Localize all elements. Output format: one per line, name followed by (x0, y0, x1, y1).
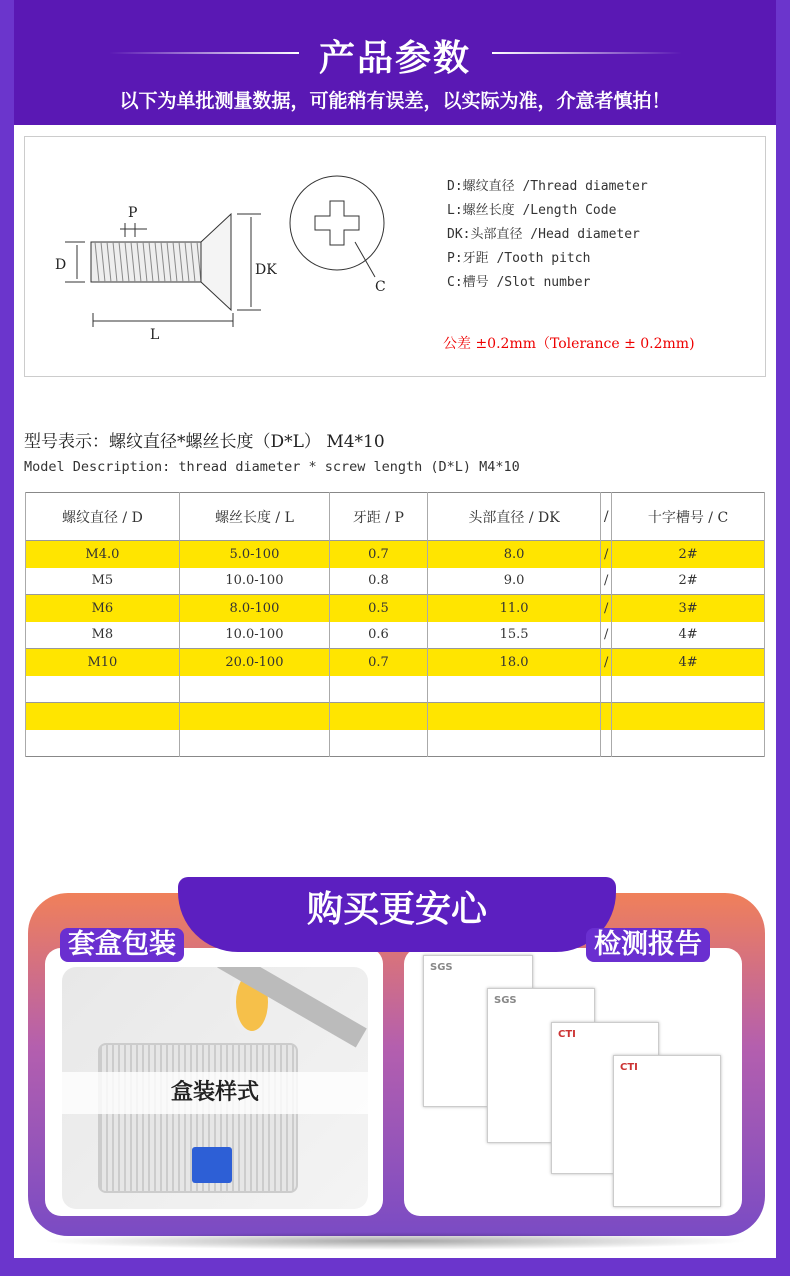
table-cell (330, 730, 428, 757)
table-cell (330, 703, 428, 730)
table-row (26, 622, 765, 649)
spec-table (25, 492, 765, 757)
table-cell (26, 703, 180, 730)
packaging-label: 套盒包装 (60, 928, 184, 962)
table-cell (612, 676, 765, 703)
table-cell: 10.0-100 (179, 568, 329, 595)
table-cell: 0.7 (330, 541, 428, 568)
legend-item: P:牙距 /Tooth pitch (447, 251, 591, 266)
table-cell (601, 703, 612, 730)
table-cell: M5 (26, 568, 180, 595)
table-cell: 4# (612, 649, 765, 676)
column-header: 螺丝长度 / L (179, 493, 329, 541)
table-cell: 18.0 (427, 649, 601, 676)
table-cell (179, 730, 329, 757)
table-row (26, 730, 765, 757)
table-cell: 20.0-100 (179, 649, 329, 676)
table-cell: / (601, 649, 612, 676)
table-cell: 2# (612, 541, 765, 568)
cti-logo: CTI (558, 1029, 576, 1040)
column-header: 牙距 / P (330, 493, 428, 541)
table-cell (179, 703, 329, 730)
report-document (613, 1055, 721, 1207)
table-cell: 0.6 (330, 622, 428, 649)
header-banner (14, 0, 776, 125)
column-header: / (601, 493, 612, 541)
box-latch (192, 1147, 232, 1183)
legend-item: L:螺丝长度 /Length Code (447, 203, 617, 218)
table-cell: 2# (612, 568, 765, 595)
report-label: 检测报告 (586, 928, 710, 962)
label-dk: DK (255, 262, 277, 278)
table-cell: M6 (26, 595, 180, 622)
table-row (26, 568, 765, 595)
page-subtitle: 以下为单批测量数据，可能稍有误差，以实际为准，介意者慎拍！ (119, 90, 671, 112)
screw-diagram (24, 136, 766, 377)
table-cell: M8 (26, 622, 180, 649)
table-cell: M10 (26, 649, 180, 676)
table-row (26, 676, 765, 703)
label-l: L (150, 327, 160, 343)
table-cell: 11.0 (427, 595, 601, 622)
section-title: 购买更安心 (178, 877, 616, 952)
label-p: P (128, 205, 138, 221)
table-cell (427, 676, 601, 703)
table-cell (601, 730, 612, 757)
table-cell: 15.5 (427, 622, 601, 649)
cti-logo: CTI (620, 1062, 638, 1073)
table-cell (612, 703, 765, 730)
table-row (26, 541, 765, 568)
table-cell: / (601, 568, 612, 595)
table-cell (330, 676, 428, 703)
section-shadow (40, 1232, 750, 1250)
table-cell: / (601, 595, 612, 622)
label-c: C (375, 279, 386, 295)
table-cell: 0.5 (330, 595, 428, 622)
table-cell: / (601, 541, 612, 568)
legend-item: D:螺纹直径 /Thread diameter (447, 179, 648, 194)
table-cell: 5.0-100 (179, 541, 329, 568)
sgs-logo: SGS (430, 962, 453, 973)
table-cell: 0.8 (330, 568, 428, 595)
table-cell: 10.0-100 (179, 622, 329, 649)
table-cell: 3# (612, 595, 765, 622)
legend-item: C:槽号 /Slot number (447, 275, 591, 290)
dimension-legend (447, 175, 648, 295)
table-cell (26, 730, 180, 757)
table-cell (427, 703, 601, 730)
table-cell (427, 730, 601, 757)
page-title: 产品参数 (318, 38, 471, 79)
table-row (26, 595, 765, 622)
sgs-logo: SGS (494, 995, 517, 1006)
screw-drawing (25, 137, 425, 377)
table-cell (601, 676, 612, 703)
box-photo (62, 967, 368, 1209)
column-header: 螺纹直径 / D (26, 493, 180, 541)
table-cell: M4.0 (26, 541, 180, 568)
table-cell (612, 730, 765, 757)
table-row (26, 649, 765, 676)
table-cell: 9.0 (427, 568, 601, 595)
model-description-en: Model Description: thread diameter * screw length (D*L) M4*10 (24, 459, 520, 475)
table-row (26, 703, 765, 730)
table-cell: 8.0-100 (179, 595, 329, 622)
tolerance-note: 公差 ±0.2mm（Tolerance ± 0.2mm) (443, 336, 695, 352)
table-cell (179, 676, 329, 703)
legend-item: DK:头部直径 /Head diameter (447, 227, 640, 242)
table-cell: / (601, 622, 612, 649)
column-header: 十字槽号 / C (612, 493, 765, 541)
model-description-cn: 型号表示：螺纹直径*螺丝长度（D*L） M4*10 (24, 432, 385, 452)
table-header (26, 493, 765, 541)
table-cell: 8.0 (427, 541, 601, 568)
photo-caption: 盒装样式 (62, 1072, 368, 1114)
table-cell (26, 676, 180, 703)
table-cell: 0.7 (330, 649, 428, 676)
column-header: 头部直径 / DK (427, 493, 601, 541)
label-d: D (55, 257, 67, 273)
table-cell: 4# (612, 622, 765, 649)
